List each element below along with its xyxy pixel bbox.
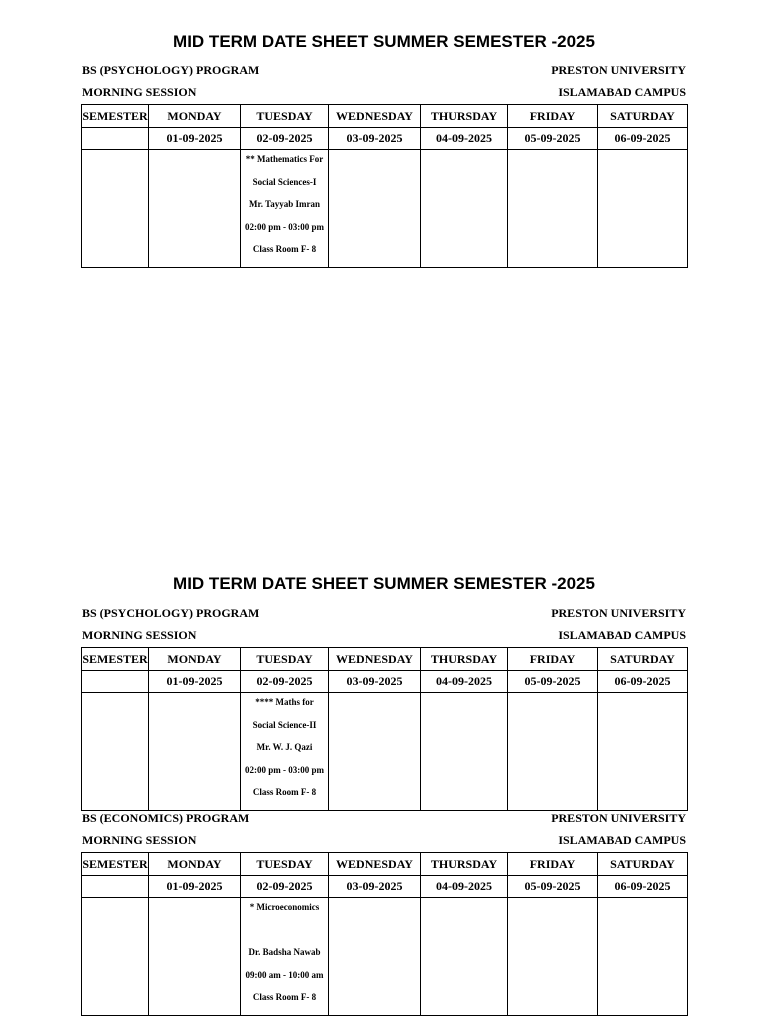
exam-cell (149, 150, 241, 268)
date-cell: 03-09-2025 (329, 671, 421, 693)
date-cell: 03-09-2025 (329, 128, 421, 150)
semester-cell (82, 671, 149, 693)
date-cell: 04-09-2025 (421, 876, 508, 898)
column-header-semester: SEMESTER (82, 853, 149, 876)
date-cell: 05-09-2025 (508, 671, 598, 693)
exam-cell (508, 150, 598, 268)
column-header-tuesday: TUESDAY (241, 648, 329, 671)
column-header-monday: MONDAY (149, 105, 241, 128)
column-header-monday: MONDAY (149, 853, 241, 876)
instructor-name: Dr. Badsha Nawab (248, 947, 321, 958)
date-cell: 02-09-2025 (241, 128, 329, 150)
course-name-cont (241, 925, 328, 948)
page-title: MID TERM DATE SHEET SUMMER SEMESTER -2025 (173, 574, 595, 593)
date-cell: 01-09-2025 (149, 876, 241, 898)
table-header-row (82, 105, 688, 128)
exam-time: 09:00 am - 10:00 am (245, 969, 324, 980)
date-cell: 06-09-2025 (598, 671, 688, 693)
table-header-row (82, 648, 688, 671)
date-sheet-table (81, 852, 688, 1016)
program-name: BS (PSYCHOLOGY) PROGRAM (82, 63, 260, 77)
exam-cell (508, 898, 598, 1016)
program-header (82, 606, 686, 622)
column-header-wednesday: WEDNESDAY (329, 853, 421, 876)
program-header (82, 811, 686, 827)
exam-entry (241, 898, 329, 1016)
program-name: BS (PSYCHOLOGY) PROGRAM (82, 606, 260, 620)
exam-cell (598, 150, 688, 268)
instructor-name: Mr. Tayyab Imran (249, 199, 320, 210)
page-title: MID TERM DATE SHEET SUMMER SEMESTER -2025 (173, 32, 595, 51)
university-name: PRESTON UNIVERSITY (551, 63, 686, 77)
column-header-semester: SEMESTER (82, 105, 149, 128)
instructor-name: Mr. W. J. Qazi (256, 742, 313, 753)
semester-cell (82, 898, 149, 1016)
exam-time: 02:00 pm - 03:00 pm (245, 764, 324, 775)
date-cell: 03-09-2025 (329, 876, 421, 898)
campus-name: ISLAMABAD CAMPUS (558, 628, 686, 642)
exam-cell (421, 150, 508, 268)
session-header (82, 85, 686, 101)
column-header-saturday: SATURDAY (598, 853, 688, 876)
column-header-wednesday: WEDNESDAY (329, 648, 421, 671)
dates-row (82, 876, 688, 898)
column-header-friday: FRIDAY (508, 105, 598, 128)
date-cell: 05-09-2025 (508, 876, 598, 898)
exam-entry (241, 693, 329, 811)
column-header-saturday: SATURDAY (598, 648, 688, 671)
exam-row (82, 150, 688, 268)
session-name: MORNING SESSION (82, 833, 197, 847)
date-cell: 04-09-2025 (421, 671, 508, 693)
course-name: **** Maths for (255, 697, 314, 707)
exam-cell (329, 693, 421, 811)
exam-cell (329, 150, 421, 268)
date-cell: 05-09-2025 (508, 128, 598, 150)
exam-cell (421, 693, 508, 811)
exam-cell (598, 693, 688, 811)
column-header-thursday: THURSDAY (421, 853, 508, 876)
column-header-semester: SEMESTER (82, 648, 149, 671)
column-header-friday: FRIDAY (508, 648, 598, 671)
date-sheet-table (81, 647, 688, 811)
date-cell: 06-09-2025 (598, 128, 688, 150)
exam-room: Class Room F- 8 (252, 992, 317, 1003)
column-header-tuesday: TUESDAY (241, 105, 329, 128)
date-cell: 01-09-2025 (149, 671, 241, 693)
table-header-row (82, 853, 688, 876)
campus-name: ISLAMABAD CAMPUS (558, 85, 686, 99)
date-cell: 01-09-2025 (149, 128, 241, 150)
column-header-thursday: THURSDAY (421, 105, 508, 128)
program-name: BS (ECONOMICS) PROGRAM (82, 811, 250, 825)
semester-cell (82, 693, 149, 811)
exam-cell (149, 898, 241, 1016)
semester-cell (82, 150, 149, 268)
date-cell: 06-09-2025 (598, 876, 688, 898)
exam-entry (241, 150, 329, 268)
exam-cell (598, 898, 688, 1016)
semester-cell (82, 876, 149, 898)
column-header-friday: FRIDAY (508, 853, 598, 876)
exam-cell (421, 898, 508, 1016)
session-header (82, 628, 686, 644)
column-header-tuesday: TUESDAY (241, 853, 329, 876)
exam-room: Class Room F- 8 (252, 244, 317, 255)
column-header-saturday: SATURDAY (598, 105, 688, 128)
campus-name: ISLAMABAD CAMPUS (558, 833, 686, 847)
university-name: PRESTON UNIVERSITY (551, 606, 686, 620)
course-name: ** Mathematics For (245, 154, 324, 164)
exam-cell (149, 693, 241, 811)
session-name: MORNING SESSION (82, 85, 197, 99)
session-name: MORNING SESSION (82, 628, 197, 642)
session-header (82, 833, 686, 849)
exam-row (82, 693, 688, 811)
university-name: PRESTON UNIVERSITY (551, 811, 686, 825)
date-cell: 02-09-2025 (241, 671, 329, 693)
column-header-thursday: THURSDAY (421, 648, 508, 671)
column-header-monday: MONDAY (149, 648, 241, 671)
date-cell: 02-09-2025 (241, 876, 329, 898)
date-sheet-table (81, 104, 688, 268)
exam-cell (508, 693, 598, 811)
date-cell: 04-09-2025 (421, 128, 508, 150)
course-name-cont: Social Science-II (252, 719, 317, 730)
course-name: * Microeconomics (249, 902, 320, 912)
dates-row (82, 128, 688, 150)
exam-room: Class Room F- 8 (252, 787, 317, 798)
exam-row (82, 898, 688, 1016)
exam-time: 02:00 pm - 03:00 pm (245, 221, 324, 232)
course-name-cont: Social Sciences-I (252, 176, 317, 187)
exam-cell (329, 898, 421, 1016)
dates-row (82, 671, 688, 693)
program-header (82, 63, 686, 79)
semester-cell (82, 128, 149, 150)
column-header-wednesday: WEDNESDAY (329, 105, 421, 128)
